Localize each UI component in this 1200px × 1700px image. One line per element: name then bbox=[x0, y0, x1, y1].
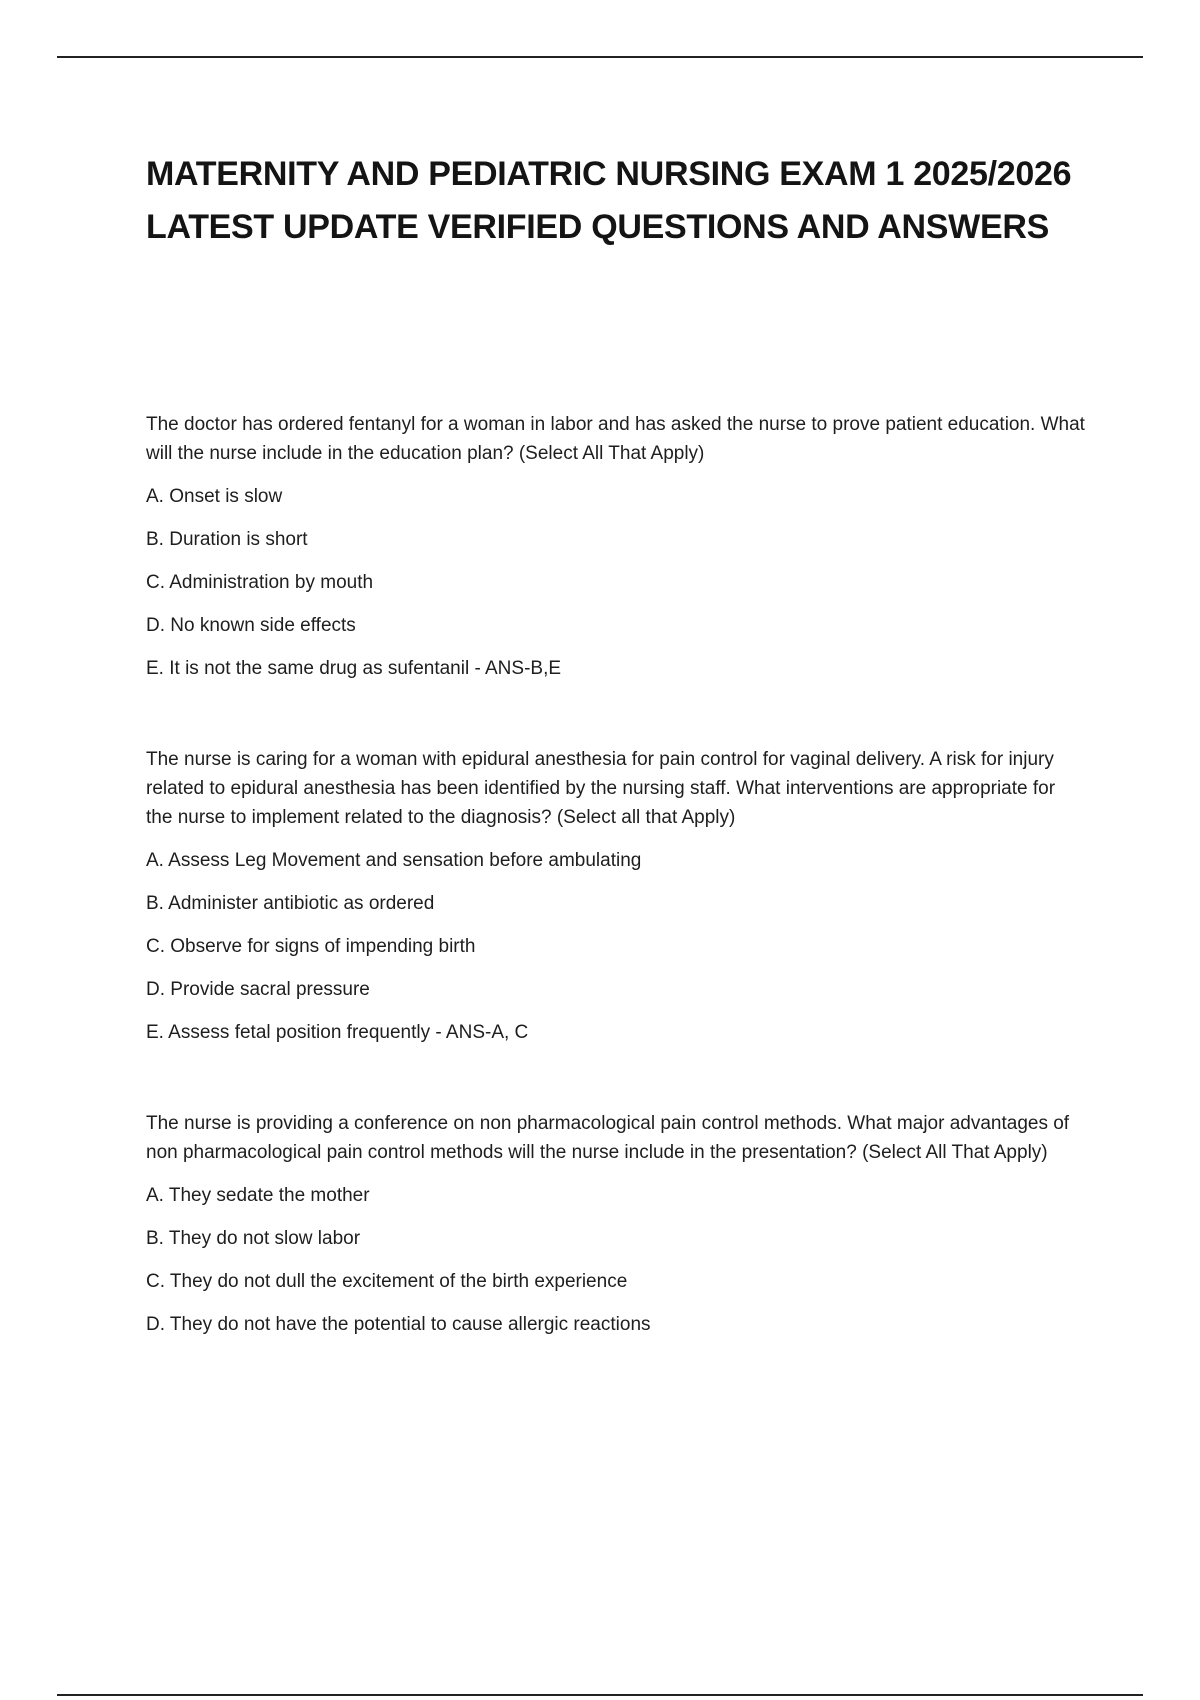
bottom-divider bbox=[57, 1694, 1143, 1696]
answer-option: E. It is not the same drug as sufentanil - ANS-B,E bbox=[146, 658, 562, 679]
question-2 bbox=[146, 745, 1086, 1047]
answer-option: A. They sedate the mother bbox=[146, 1185, 370, 1206]
answer-option: D. Provide sacral pressure bbox=[146, 979, 370, 1000]
question-1 bbox=[146, 410, 1086, 683]
answer-option: D. They do not have the potential to cause allergic reactions bbox=[146, 1314, 651, 1335]
answer-option: A. Onset is slow bbox=[146, 486, 283, 507]
document-title: MATERNITY AND PEDIATRIC NURSING EXAM 1 2025/2026 LATEST UPDATE VERIFIED QUESTIONS AND ANSWERS bbox=[146, 155, 1072, 246]
answer-option: B. Administer antibiotic as ordered bbox=[146, 893, 435, 914]
answer-option: C. Administration by mouth bbox=[146, 572, 374, 593]
question-text: The nurse is caring for a woman with epidural anesthesia for pain control for vaginal delivery. A risk for injury related to epidural anesthesia has been identified by the nursing staff. What interventions are appropriate for the nurse to implement related to the diagnosis? (Select all that Apply) bbox=[146, 749, 1056, 828]
answer-option: C. Observe for signs of impending birth bbox=[146, 936, 476, 957]
question-text: The nurse is providing a conference on non pharmacological pain control methods. What major advantages of non pharmacological pain control methods will the nurse include in the presentation? (Select All That Apply) bbox=[146, 1113, 1070, 1163]
question-list bbox=[146, 410, 1086, 1339]
answer-option: A. Assess Leg Movement and sensation before ambulating bbox=[146, 850, 642, 871]
top-divider bbox=[57, 56, 1143, 58]
document-body bbox=[146, 148, 1086, 1401]
answer-option: D. No known side effects bbox=[146, 615, 356, 636]
answer-option: B. They do not slow labor bbox=[146, 1228, 361, 1249]
answer-option: B. Duration is short bbox=[146, 529, 308, 550]
question-text: The doctor has ordered fentanyl for a woman in labor and has asked the nurse to prove patient education. What will the nurse include in the education plan? (Select All That Apply) bbox=[146, 414, 1085, 464]
answer-option: C. They do not dull the excitement of the birth experience bbox=[146, 1271, 628, 1292]
answer-option: E. Assess fetal position frequently - ANS-A, C bbox=[146, 1022, 529, 1043]
question-3 bbox=[146, 1109, 1086, 1339]
